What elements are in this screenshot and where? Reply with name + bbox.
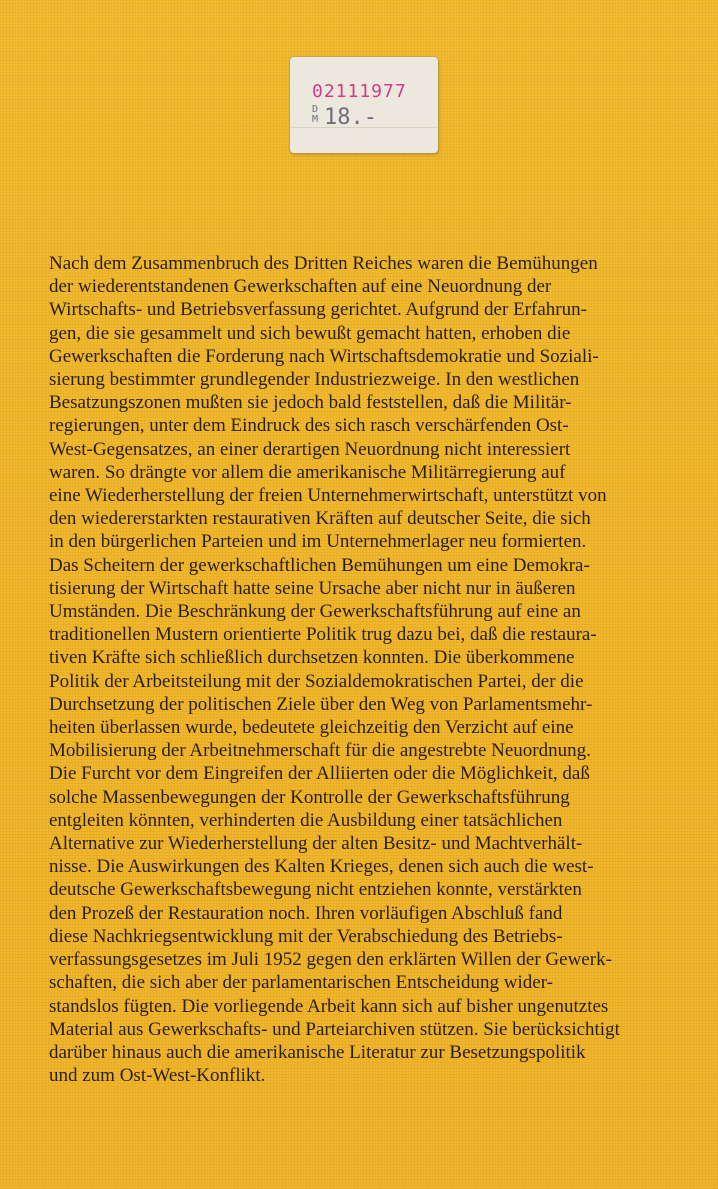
blurb-line: deutsche Gewerkschaftsbewegung nicht entziehen konnte, verstärkten [49,879,582,901]
blurb-line: Mobilisierung der Arbeitnehmerschaft für die angestrebte Neuordnung. [49,740,591,762]
blurb-line: den Prozeß der Restauration noch. Ihren vorläufigen Abschluß fand [49,902,563,924]
blurb-line: der wiederentstandenen Gewerkschaften auf eine Neuordnung der [49,276,552,298]
blurb-line: Das Scheitern der gewerkschaftlichen Bemühungen um eine Demokra- [49,554,590,576]
blurb-line: Nach dem Zusammenbruch des Dritten Reiches waren die Bemühungen [49,253,598,274]
sticker-price: 18.- [324,105,377,130]
blurb-line: eine Wiederherstellung der freien Unternehmerwirtschaft, unterstützt von [49,485,607,507]
blurb-line: Die Furcht vor dem Eingreifen der Alliierten oder die Möglichkeit, daß [49,763,590,785]
blurb-line: tiven Kräfte sich schließlich durchsetzen konnten. Die überkommene [49,647,575,669]
blurb-line: Politik der Arbeitsteilung mit der Sozialdemokratischen Partei, der die [49,670,584,692]
blurb-line: sierung bestimmter grundlegender Industriezweige. In den westlichen [49,369,580,391]
blurb-line: standslos fügten. Die vorliegende Arbeit kann sich auf bisher ungenutztes [49,995,609,1017]
blurb-line: Alternative zur Wiederherstellung der alten Besitz- und Machtverhält- [49,833,583,855]
blurb-line: West-Gegensatzes, an einer derartigen Neuordnung nicht interessiert [49,438,571,460]
blurb-line: diese Nachkriegsentwicklung mit der Verabschiedung des Betriebs- [49,925,563,947]
price-sticker [290,57,438,153]
sticker-code: 02111977 [312,81,407,102]
blurb-line: solche Massenbewegungen der Kontrolle der Gewerkschaftsführung [49,786,570,808]
blurb-line: Besatzungszonen mußten sie jedoch bald feststellen, daß die Militär- [49,392,572,414]
blurb-line: Durchsetzung der politischen Ziele über den Weg von Parlamentsmehr- [49,693,593,715]
blurb-line: Umständen. Die Beschränkung der Gewerkschaftsführung auf eine an [49,601,581,623]
blurb-line: darüber hinaus auch die amerikanische Literatur zur Besetzungspolitik [49,1041,586,1063]
blurb-line: Wirtschafts- und Betriebsverfassung gerichtet. Aufgrund der Erfahrun- [49,299,587,321]
blurb-line: tisierung der Wirtschaft hatte seine Ursache aber nicht nur in äußeren [49,577,576,599]
blurb-line: in den bürgerlichen Parteien und im Unternehmerlager neu formierten. [49,531,587,553]
blurb-text [49,252,689,1087]
blurb-line: den wiedererstarkten restaurativen Kräften auf deutscher Seite, die sich [49,508,591,530]
blurb-line: regierungen, unter dem Eindruck des sich rasch verschärfenden Ost- [49,415,569,437]
blurb-line: und zum Ost-West-Konflikt. [49,1065,266,1087]
blurb-line: heiten überlassen wurde, bedeutete gleichzeitig den Verzicht auf eine [49,717,574,739]
blurb-line: nisse. Die Auswirkungen des Kalten Krieges, denen sich auch die west- [49,856,594,878]
blurb-line: schaften, die sich aber der parlamentarischen Entscheidung wider- [49,972,553,994]
blurb-line: entgleiten könnten, verhinderten die Ausbildung einer tatsächlichen [49,809,563,831]
blurb-line: gen, die sie gesammelt und sich bewußt gemacht hatten, erhoben die [49,322,571,344]
blurb-line: Gewerkschaften die Forderung nach Wirtschaftsdemokratie und Soziali- [49,345,599,367]
blurb-line: verfassungsgesetzes im Juli 1952 gegen den erklärten Willen der Gewerk- [49,949,612,971]
blurb-line: traditionellen Mustern orientierte Politik trug dazu bei, daß die restaura- [49,624,597,646]
blurb-line: waren. So drängte vor allem die amerikanische Militärregierung auf [49,461,566,483]
sticker-currency: D M [312,104,319,125]
blurb-line: Material aus Gewerkschafts- und Parteiarchiven stützen. Sie berücksichtigt [49,1018,620,1040]
